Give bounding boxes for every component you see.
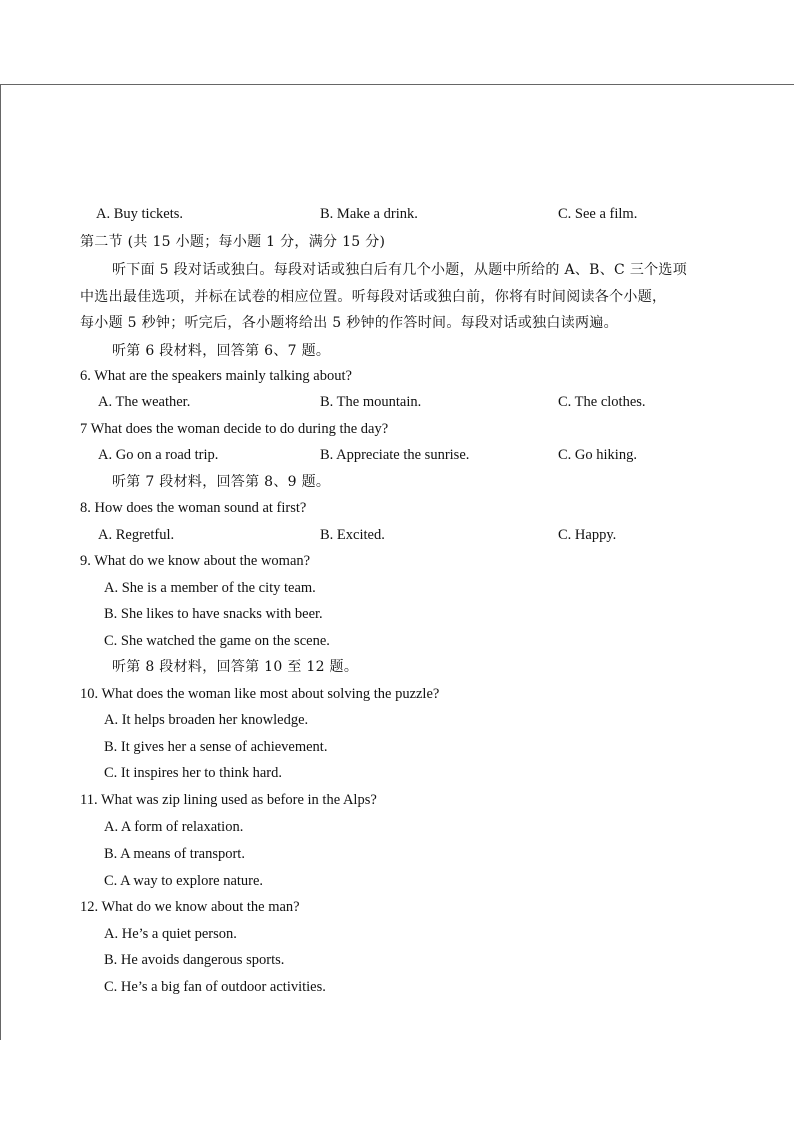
option-c: C. The clothes. (558, 394, 646, 410)
instructions-line-3: 每小题 5 秒钟；听完后，各小题将给出 5 秒钟的作答时间。每段对话或独白读两遍。 (80, 315, 618, 331)
option-b: B. The mountain. (320, 394, 422, 410)
question-10: 10. What does the woman like most about solving the puzzle? (80, 686, 440, 702)
option-b: B. Excited. (320, 527, 385, 543)
question-10-option-c: C. It inspires her to think hard. (104, 765, 283, 781)
question-9: 9. What do we know about the woman? (80, 553, 311, 569)
question-7: 7 What does the woman decide to do during the day? (80, 421, 389, 437)
option-c: C. Happy. (558, 527, 617, 543)
question-9-option-c: C. She watched the game on the scene. (104, 633, 330, 649)
option-a: A. Buy tickets. (96, 206, 183, 222)
page-top-border (0, 84, 794, 85)
question-10-option-a: A. It helps broaden her knowledge. (104, 712, 309, 728)
option-a: A. Go on a road trip. (98, 447, 219, 463)
question-11-option-b: B. A means of transport. (104, 846, 245, 862)
option-c: C. Go hiking. (558, 447, 637, 463)
instructions-line-1: 听下面 5 段对话或独白。每段对话或独白后有几个小题，从题中所给的 A、B、C 三个选项 (112, 262, 688, 278)
option-a: A. Regretful. (98, 527, 175, 543)
question-12: 12. What do we know about the man? (80, 899, 300, 915)
option-b: B. Make a drink. (320, 206, 418, 222)
material-6-intro: 听第 6 段材料，回答第 6、7 题。 (112, 343, 331, 359)
option-b: B. Appreciate the sunrise. (320, 447, 470, 463)
question-12-option-b: B. He avoids dangerous sports. (104, 952, 285, 968)
material-8-intro: 听第 8 段材料，回答第 10 至 12 题。 (112, 659, 359, 675)
option-c: C. See a film. (558, 206, 638, 222)
question-12-option-a: A. He’s a quiet person. (104, 926, 237, 942)
question-11-option-a: A. A form of relaxation. (104, 819, 244, 835)
question-9-option-b: B. She likes to have snacks with beer. (104, 606, 323, 622)
option-a: A. The weather. (98, 394, 191, 410)
question-9-option-a: A. She is a member of the city team. (104, 580, 316, 596)
section-heading: 第二节 (共 15 小题；每小题 1 分，满分 15 分) (80, 234, 386, 250)
instructions-line-2: 中选出最佳选项，并标在试卷的相应位置。听每段对话或独白前，你将有时间阅读各个小题， (80, 289, 667, 305)
question-8: 8. How does the woman sound at first? (80, 500, 307, 516)
page-left-border (0, 84, 1, 1040)
question-10-option-b: B. It gives her a sense of achievement. (104, 739, 328, 755)
question-11-option-c: C. A way to explore nature. (104, 873, 264, 889)
question-12-option-c: C. He’s a big fan of outdoor activities. (104, 979, 326, 995)
question-11: 11. What was zip lining used as before in the Alps? (80, 792, 377, 808)
material-7-intro: 听第 7 段材料，回答第 8、9 题。 (112, 474, 331, 490)
question-6: 6. What are the speakers mainly talking about? (80, 368, 352, 384)
